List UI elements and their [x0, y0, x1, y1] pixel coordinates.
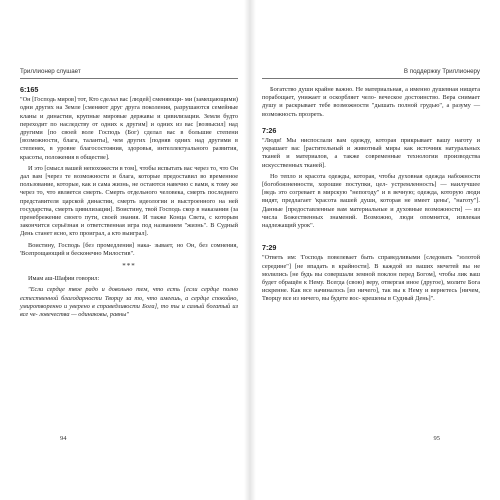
imam-intro: Имам аш-Шафии говорил: — [28, 275, 100, 283]
paragraph: "Люди! Мы ниспослали вам одежду, которая прикрывает вашу наготу и украшает вас [растительный и животный миры как источник натуральных тканей и материалов, а также современные технологии производства искусственных тканей]. — [262, 137, 480, 169]
verse-reference: 6:165 — [20, 85, 39, 94]
header-rule-right — [262, 78, 480, 79]
running-header-right: В поддержку Триллионеру — [403, 68, 480, 75]
verse-reference: 7:29 — [262, 243, 277, 253]
book-gutter-shadow — [244, 0, 256, 500]
imam-quote: "Если сердце твое радо и довольно тем, что есть [если сердце полно естественной благодарности Творцу за то, что имеешь, а сердце спокойно, умиротворенно и уверено в справедливости Бога], то ты и самый богатый из все че- ловечества — одинаковы, равны" — [20, 286, 238, 319]
paragraph: "Он [Господь миров] тот, Кто сделал вас [людей] сменяющи- ми (замещающими) одни других на Земле [сменяют друг друга поколения, разрушаются семейные кланы и династии, крупные мировые державы и цивилизации. Земля будто переходит по наследству от одних к другим] и одних из вас [возвысил] над другими [по своей воле Господь (Бог) сделал вас в большие степени [возможности, блага, таланты], чем других [подняв одних над другими в степенях, в уровне благосостояния, здоровья, интеллектуального развития, красоты, положения в обществе]. — [20, 96, 238, 161]
paragraph: Богатство души крайне важно. Не материальная, а именно душевная нищета порабощает, унижает и оскорбляет чело- веческое достоинство. Вера снимает душу и раскрывает тебе возможности "дышать полной грудью", а разуму — возможность прозреть. — [262, 86, 480, 118]
right-page-content — [262, 86, 480, 307]
page-number-left: 94 — [60, 435, 67, 442]
right-page — [250, 0, 500, 500]
paragraph: И это [смысл вашей непохожести в том], чтобы испытать вас через то, что Он дал вам [через те возможности и блага, которые предоставил во временное пользование, которые, как и сама жизнь, не остаются навечно с вами, к тому же через то, что является смерть. Смерть отдельного человека, смерть последнего представителя царской династии, смерть идеологии и выстроенного на ней государства, смерть цивилизации]. Воистину, твой Господь скор в наказании (за пренебрежение своего пути, своей знания. И также Конца Света, с которым закончится серьёзная и ответственная игра под названием "жизнь". В Судный День станет ясно, кто проиграл, а кто выиграл]. — [20, 164, 238, 238]
page-number-right: 95 — [433, 435, 440, 442]
section-divider: *** — [122, 262, 136, 271]
left-page-content — [20, 86, 238, 322]
verse-reference: 7:26 — [262, 125, 277, 135]
paragraph: Воистину, Господь [без промедления] нака- зывает, но Он, без сомнения, 'Всепрощающий и бесконечно Милостив". — [20, 241, 238, 257]
running-header-left: Триллионер слушает — [20, 68, 81, 75]
paragraph: "Ответь им: 'Господь повелевает быть справедливыми [следовать "золотой середине"] [не впадать в крайности]. В каждой из ваших мечетей вы не молились [не будь вы совершали земной поклон перед Богом], чтобы лик ваш будет обращён к Нему. Всегда (свою) веру, отвергая иное (другое), молите Бога искренне. Как все начиналось [из ничего], так вы к Нему и вернетесь [ничем, Творцу все из ничего, вы будете вос- крешены в Судный День]". — [262, 254, 480, 303]
paragraph: Но тепло и красота одежды, которая, чтобы духовная одежда набожности [богобоязненности, хорошие поступки, цел- устремленность] — наилучшее [ведь это согревает в мирскую "непогоду" и в вечную; одежда, которую люди видят, предлагает 'красота вашей души, которая не имеет цены', "наготу"]. Данные [предоставленные вам материальные и духовные возможности] — из числа Божественных знамений. Возможно, люди опомнятся, извлекая надлежащий урок". — [262, 172, 480, 230]
header-rule-left — [20, 78, 238, 79]
